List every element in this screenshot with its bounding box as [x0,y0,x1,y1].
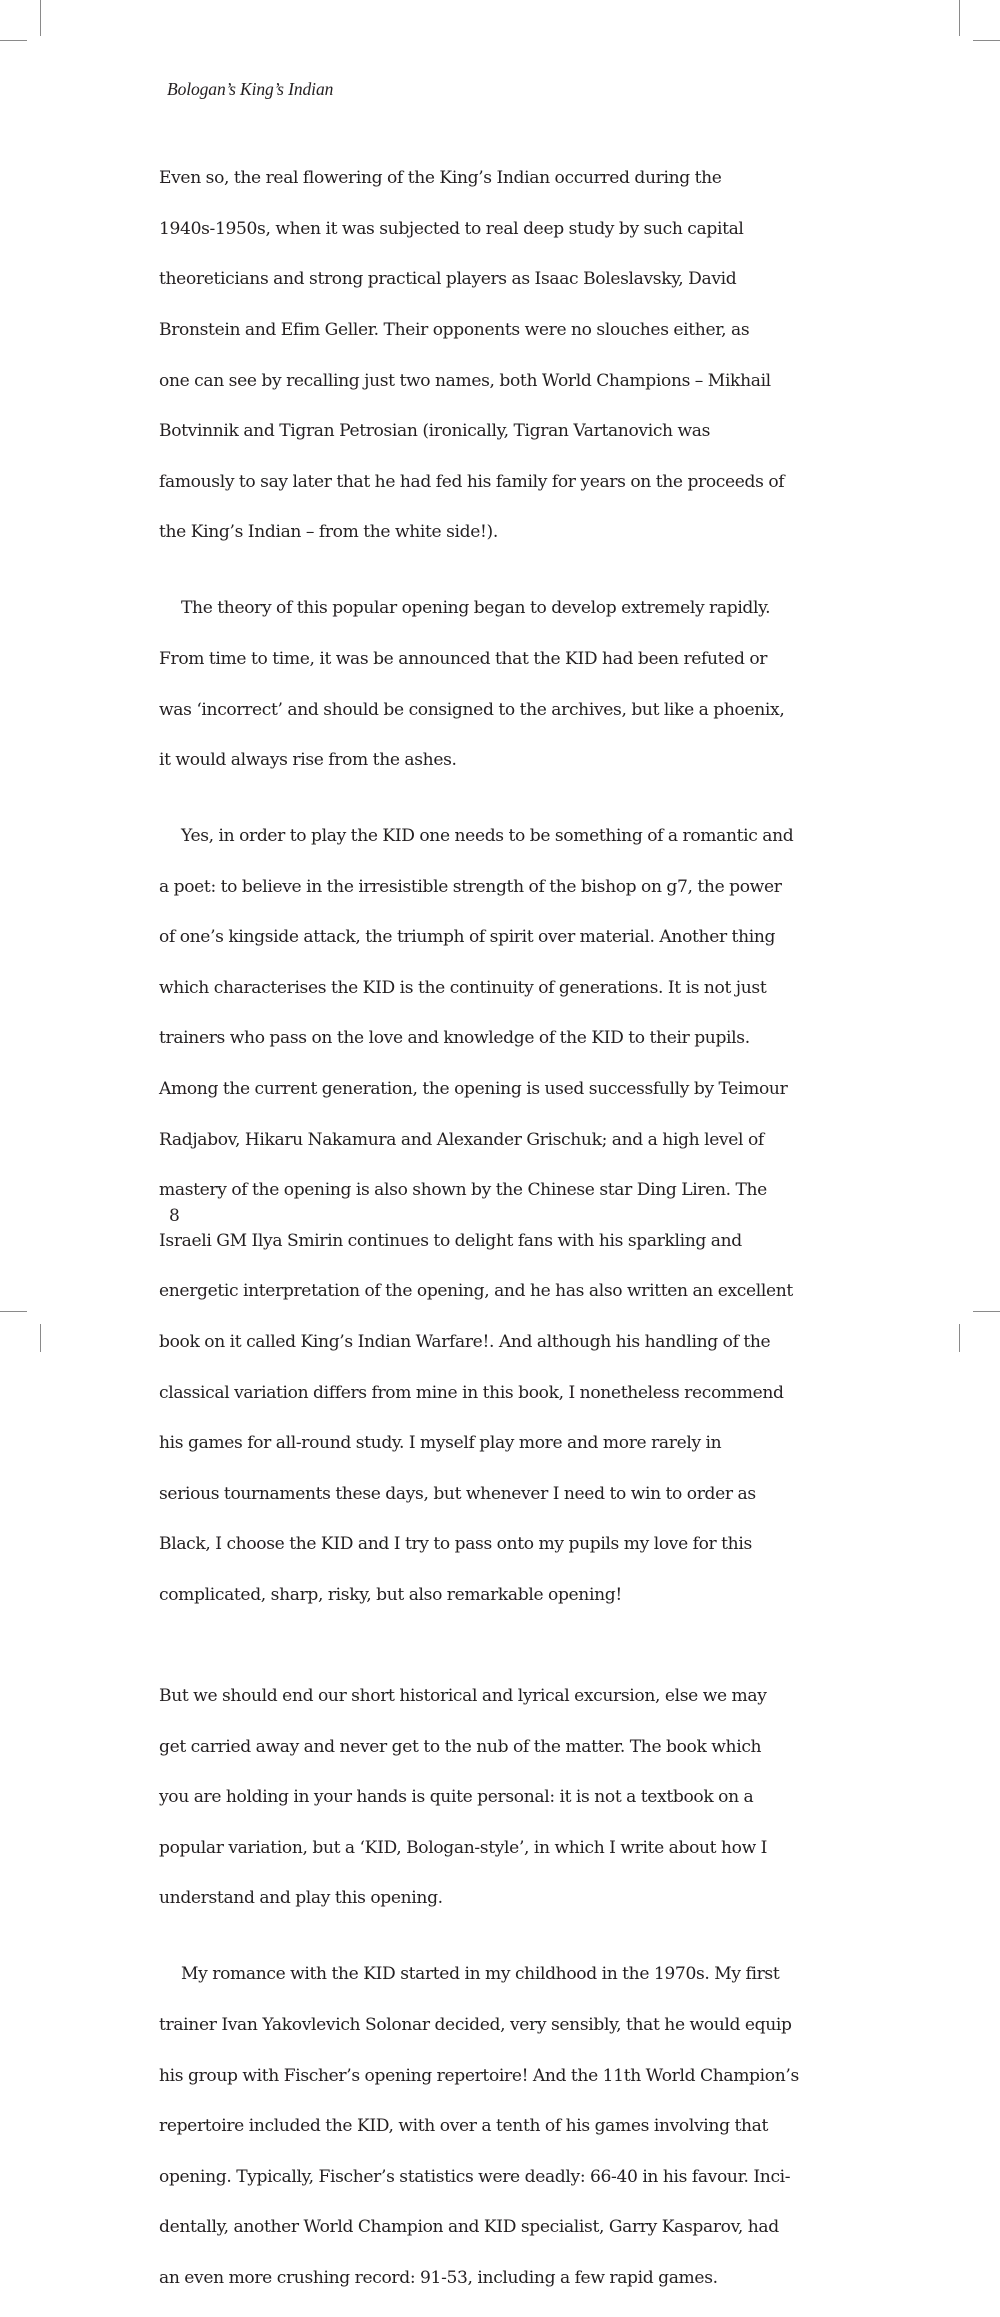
text-line: My romance with the KID started in my childhood in the 1970s. My first [181,1964,780,1985]
paragraph-1 [159,141,849,571]
crop-mark-bottom-left-vertical [40,1324,41,1352]
text-line: understand and play this opening. [159,1888,443,1909]
paragraph-2 [159,571,849,799]
crop-mark-bottom-right-vertical [959,1324,960,1352]
text-line: mastery of the opening is also shown by the Chinese star Ding Liren. The [159,1180,767,1201]
text-line: an even more crushing record: 91-53, including a few rapid games. [159,2267,718,2288]
text-line: one can see by recalling just two names, both World Champions – Mikhail [159,370,771,391]
text-line: book on it called King’s Indian Warfare!. And although his handling of the [159,1331,771,1352]
text-line: get carried away and never get to the nub of the matter. The book which [159,1736,762,1757]
crop-mark-top-right-horizontal [973,40,1000,41]
text-line: The theory of this popular opening began to develop extremely rapidly. [181,598,771,619]
text-line: Even so, the real flowering of the King’s Indian occurred during the [159,168,722,189]
section-gap [159,1634,849,1659]
crop-mark-top-right-vertical [959,0,960,36]
text-line: Yes, in order to play the KID one needs to be something of a romantic and [181,826,794,847]
text-line: From time to time, it was be announced that the KID had been refuted or [159,648,768,669]
text-line: you are holding in your hands is quite personal: it is not a textbook on a [159,1787,754,1808]
text-line: Bronstein and Efim Geller. Their opponents were no slouches either, as [159,320,750,341]
text-line: Among the current generation, the opening is used successfully by Teimour [159,1078,788,1099]
text-line: the King’s Indian – from the white side!). [159,522,498,543]
text-line: dentally, another World Champion and KID specialist, Garry Kasparov, had [159,2217,779,2238]
crop-mark-bottom-right-horizontal [973,1311,1000,1312]
text-line: opening. Typically, Fischer’s statistics were deadly: 66-40 in his favour. Inci- [159,2166,791,2187]
text-line: of one’s kingside attack, the triumph of spirit over material. Another thing [159,927,776,948]
text-line: 1940s-1950s, when it was subjected to real deep study by such capital [159,218,744,239]
text-line: energetic interpretation of the opening, and he has also written an excellent [159,1281,793,1302]
crop-mark-top-left-vertical [40,0,41,36]
crop-mark-top-left-horizontal [0,40,27,41]
page-number: 8 [169,1206,180,1226]
text-line: Botvinnik and Tigran Petrosian (ironically, Tigran Vartanovich was [159,421,711,442]
text-line: which characterises the KID is the continuity of generations. It is not just [159,977,767,998]
text-line: trainers who pass on the love and knowledge of the KID to their pupils. [159,1028,750,1049]
text-line: complicated, sharp, risky, but also remarkable opening! [159,1584,622,1605]
text-line: Israeli GM Ilya Smirin continues to delight fans with his sparkling and [159,1230,742,1251]
paragraph-5 [159,1937,849,2316]
text-line: classical variation differs from mine in this book, I nonetheless recommend [159,1382,784,1403]
text-line: popular variation, but a ‘KID, Bologan-style’, in which I write about how I [159,1837,768,1858]
running-head-title: Bologan’s King’s Indian [167,79,334,99]
text-line: theoreticians and strong practical players as Isaac Boleslavsky, David [159,269,737,290]
body-text [159,141,849,2317]
text-line: repertoire included the KID, with over a tenth of his games involving that [159,2116,768,2137]
text-line: famously to say later that he had fed his family for years on the proceeds of [159,471,785,492]
text-line: Radjabov, Hikaru Nakamura and Alexander Grischuk; and a high level of [159,1129,764,1150]
text-line: But we should end our short historical and lyrical excursion, else we may [159,1686,767,1707]
crop-mark-bottom-left-horizontal [0,1311,27,1312]
text-line: was ‘incorrect’ and should be consigned to the archives, but like a phoenix, [159,699,785,720]
text-line: serious tournaments these days, but whenever I need to win to order as [159,1483,756,1504]
text-line: trainer Ivan Yakovlevich Solonar decided, very sensibly, that he would equip [159,2014,792,2035]
text-line: a poet: to believe in the irresistible strength of the bishop on g7, the power [159,876,782,897]
text-line: Black, I choose the KID and I try to pass onto my pupils my love for this [159,1534,752,1555]
text-line: it would always rise from the ashes. [159,750,457,771]
text-line: his games for all-round study. I myself play more and more rarely in [159,1433,722,1454]
paragraph-4 [159,1659,849,1937]
text-line: his group with Fischer’s opening repertoire! And the 11th World Champion’s [159,2065,799,2086]
paragraph-3 [159,799,849,1634]
